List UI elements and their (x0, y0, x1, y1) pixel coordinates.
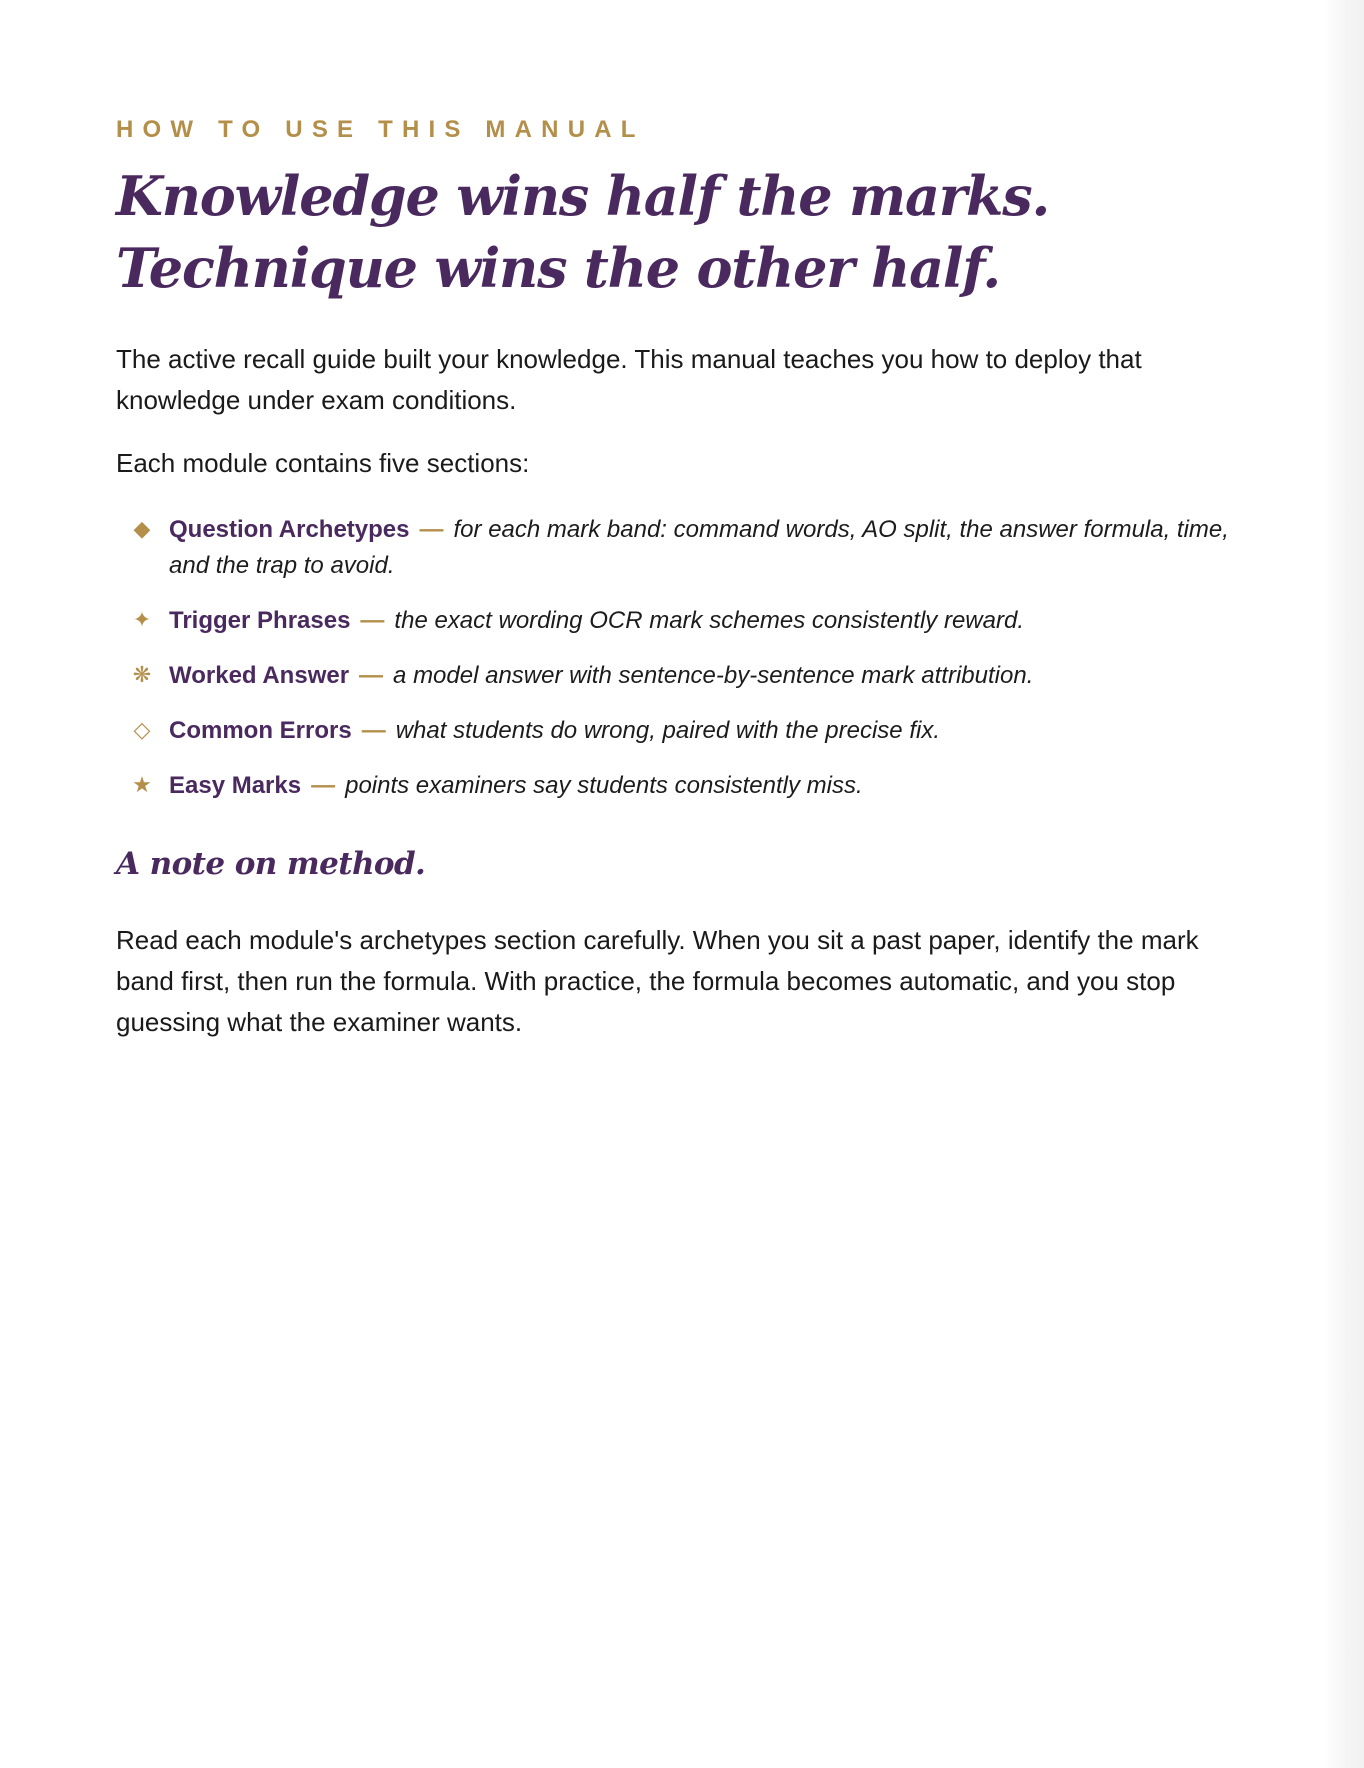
section-description: what students do wrong, paired with the precise fix. (395, 717, 940, 744)
intro-paragraph: The active recall guide built your knowledge. This manual teaches you how to deploy that knowledge under exam conditions. (116, 344, 1142, 415)
em-dash: — (311, 772, 336, 799)
list-item (130, 512, 1240, 584)
section-description: the exact wording OCR mark schemes consistently reward. (394, 607, 1024, 634)
em-dash: — (359, 662, 384, 689)
section-title: Common Errors (169, 717, 352, 744)
section-title: Question Archetypes (169, 516, 410, 543)
section-eyebrow: HOW TO USE THIS MANUAL (116, 116, 645, 143)
outline-diamond-icon: ◇ (133, 718, 151, 743)
sections-list (130, 512, 1240, 804)
method-paragraph: Read each module's archetypes section carefully. When you sit a past paper, identify the mark band first, then run the formula. With practice, the formula becomes automatic, and you stop guessing what the examiner wants. (116, 925, 1199, 1037)
section-description: for each mark band: command words, AO split, the answer formula, time, and the trap to avoid. (169, 516, 1229, 579)
diamond-icon: ◆ (133, 517, 151, 542)
section-title: Worked Answer (169, 662, 350, 689)
page-title-line-1: Knowledge wins half the marks. (116, 164, 1050, 228)
section-description: points examiners say students consistently miss. (345, 772, 863, 799)
list-item (130, 768, 1240, 804)
section-description: a model answer with sentence-by-sentence mark attribution. (393, 662, 1034, 689)
method-heading: A note on method. (116, 846, 426, 882)
list-item (130, 713, 1240, 749)
em-dash: — (361, 717, 386, 744)
page-title (116, 160, 1049, 304)
em-dash: — (419, 516, 444, 543)
section-title: Easy Marks (169, 772, 302, 799)
four-point-star-icon: ✦ (132, 608, 152, 633)
page-title-line-2: Technique wins the other half. (116, 236, 1000, 300)
list-item (130, 658, 1240, 694)
section-title: Trigger Phrases (169, 607, 351, 634)
sections-intro: Each module contains five sections: (116, 448, 530, 478)
page-edge-shadow (1324, 0, 1364, 1768)
list-item (130, 603, 1240, 639)
em-dash: — (360, 607, 385, 634)
star-icon: ★ (132, 773, 152, 798)
asterisk-flower-icon: ❋ (132, 663, 152, 688)
